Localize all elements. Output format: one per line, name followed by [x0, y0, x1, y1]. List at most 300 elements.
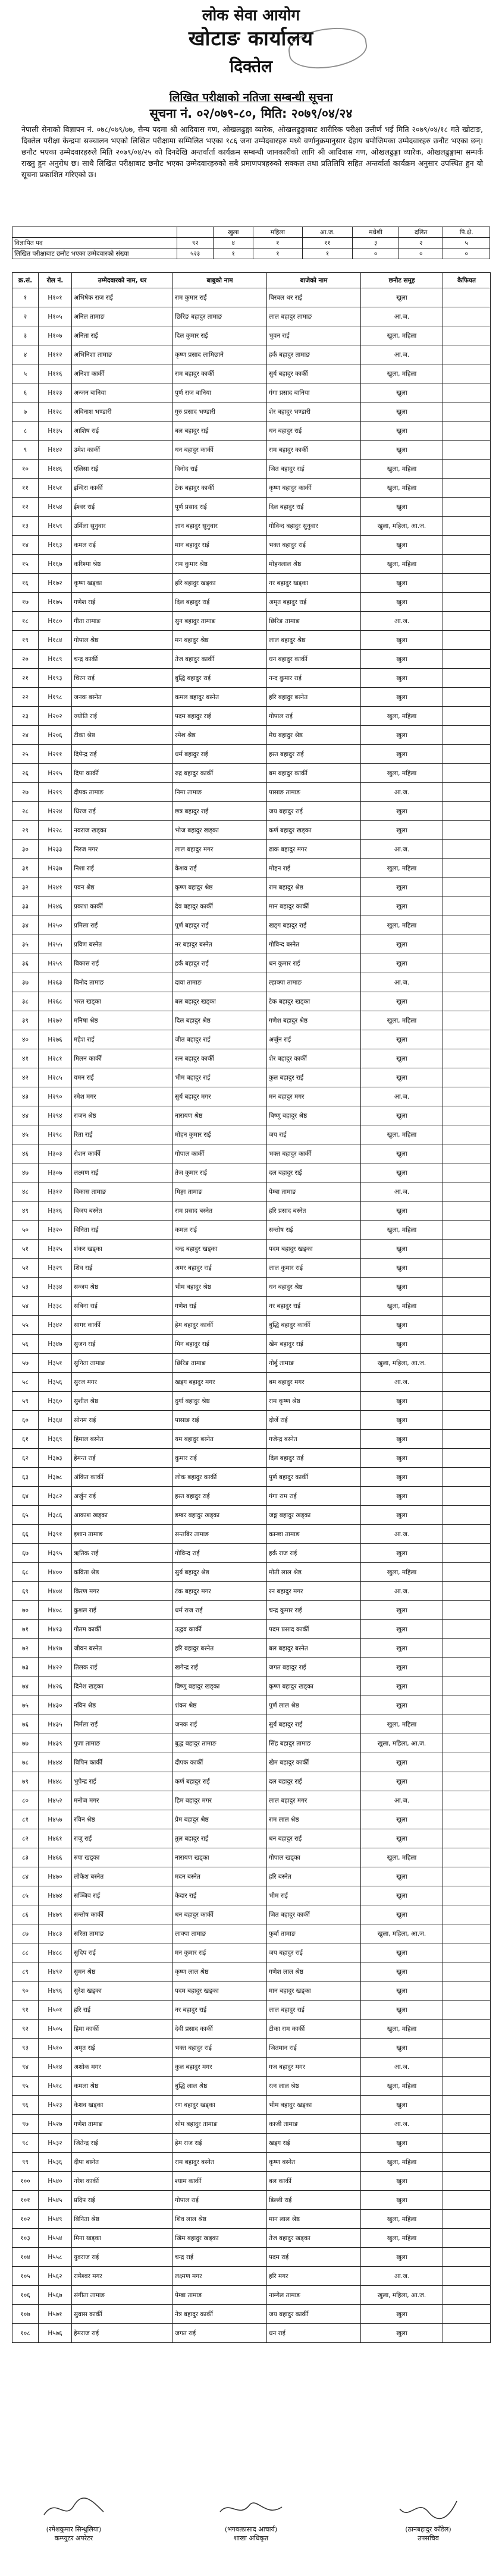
- cell-father-name: नारायण श्रेष्ठ: [173, 1106, 267, 1125]
- cell-father-name: शंकर श्रेष्ठ: [173, 1696, 267, 1715]
- summary-cell: १: [214, 249, 253, 259]
- cell-roll-number: H२५०: [39, 916, 72, 935]
- cell-father-name: जगत राई: [173, 2324, 267, 2343]
- cell-grandfather-name: दोर्जे राई: [267, 1411, 361, 1430]
- cell-candidate-name: भुपेन्द्र राई: [72, 1772, 173, 1791]
- cell-selected-group: खुला: [361, 802, 443, 821]
- cell-serial-number: ७३: [12, 1658, 39, 1677]
- cell-serial-number: ५०: [12, 1221, 39, 1240]
- cell-grandfather-name: फुर्बा तामाङ: [267, 1924, 361, 1943]
- cell-grandfather-name: मान बहादुर कार्की: [267, 897, 361, 916]
- cell-selected-group: खुला: [361, 2248, 443, 2267]
- cell-father-name: गोपाल कार्की: [173, 1144, 267, 1163]
- cell-selected-group: खुला: [361, 2172, 443, 2191]
- cell-grandfather-name: हरि मगर: [267, 2267, 361, 2286]
- cell-selected-group: खुला: [361, 1068, 443, 1087]
- cell-father-name: राम कुमार श्रेष्ठ: [173, 555, 267, 574]
- cell-candidate-name: नविन श्रेष्ठ: [72, 1696, 173, 1715]
- cell-selected-group: खुला, महिला: [361, 460, 443, 479]
- summary-col-head: आ.ज.: [302, 227, 353, 238]
- cell-roll-number: H२७२: [39, 1011, 72, 1030]
- cell-roll-number: H१२८: [39, 402, 72, 422]
- cell-father-name: पूर्ण बहादुर राई: [173, 916, 267, 935]
- cell-serial-number: ३५: [12, 935, 39, 954]
- table-row: [12, 1734, 491, 1753]
- cell-remarks: [443, 726, 491, 745]
- cell-selected-group: खुला: [361, 992, 443, 1011]
- cell-father-name: गणेश राई: [173, 1297, 267, 1316]
- cell-candidate-name: सन्जय श्रेष्ठ: [72, 1278, 173, 1297]
- cell-remarks: [443, 1182, 491, 1201]
- cell-remarks: [443, 1297, 491, 1316]
- table-row: [12, 2324, 491, 2343]
- cell-remarks: [443, 1525, 491, 1544]
- cell-roll-number: H२६८: [39, 992, 72, 1011]
- cell-grandfather-name: दल बहादुर राई: [267, 1772, 361, 1791]
- cell-candidate-name: दिपेन्द्र राई: [72, 745, 173, 764]
- cell-selected-group: खुला, महिला: [361, 764, 443, 783]
- cell-father-name: विनोद राई: [173, 460, 267, 479]
- cell-roll-number: H२०२: [39, 707, 72, 726]
- cell-grandfather-name: गणेश बहादुर श्रेष्ठ: [267, 1011, 361, 1030]
- cell-selected-group: खुला: [361, 2039, 443, 2058]
- cell-father-name: नर बहादुर राई: [173, 2001, 267, 2020]
- cell-roll-number: H३८२: [39, 1487, 72, 1506]
- cell-roll-number: H४००: [39, 1563, 72, 1582]
- cell-selected-group: खुला: [361, 1753, 443, 1772]
- cell-roll-number: H२९०: [39, 1087, 72, 1106]
- cell-roll-number: H१८४: [39, 631, 72, 650]
- cell-grandfather-name: भक्त बहादुर राई: [267, 536, 361, 555]
- cell-candidate-name: विकास तामाङ: [72, 1182, 173, 1201]
- cell-selected-group: खुला: [361, 821, 443, 840]
- cell-father-name: हिम बहादुर मगर: [173, 1791, 267, 1810]
- cell-grandfather-name: धन बहादुर राई: [267, 1829, 361, 1848]
- table-row: [12, 326, 491, 345]
- cell-roll-number: H२३७: [39, 859, 72, 878]
- cell-serial-number: ९२: [12, 2020, 39, 2039]
- cell-serial-number: ७२: [12, 1639, 39, 1658]
- table-row: [12, 1354, 491, 1373]
- cell-selected-group: खुला: [361, 669, 443, 688]
- cell-grandfather-name: जित बहादुर कार्की: [267, 1905, 361, 1924]
- cell-selected-group: खुला: [361, 2134, 443, 2153]
- cell-candidate-name: चन्द्र कार्की: [72, 650, 173, 669]
- cell-serial-number: ८०: [12, 1791, 39, 1810]
- cell-selected-group: खुला: [361, 1411, 443, 1430]
- cell-selected-group: खुला, महिला: [361, 2229, 443, 2248]
- cell-candidate-name: सागर कार्की: [72, 1316, 173, 1335]
- cell-remarks: [443, 1734, 491, 1753]
- cell-father-name: छत्र बहादुर राई: [173, 802, 267, 821]
- signatory-name: (ठानबहादुर काँडेल): [405, 2525, 451, 2533]
- cell-candidate-name: बिकास राई: [72, 954, 173, 973]
- table-row: [12, 2153, 491, 2172]
- cell-father-name: मदन बस्नेत: [173, 1867, 267, 1886]
- table-row: [12, 2229, 491, 2248]
- cell-roll-number: H३३८: [39, 1297, 72, 1316]
- cell-remarks: [443, 859, 491, 878]
- cell-serial-number: ५५: [12, 1316, 39, 1335]
- cell-father-name: पूर्ण प्रसाद राई: [173, 498, 267, 517]
- cell-serial-number: ३१: [12, 859, 39, 878]
- cell-selected-group: खुला: [361, 2324, 443, 2343]
- summary-row-count: ९२: [177, 238, 214, 249]
- cell-grandfather-name: धन बहादुर कार्की: [267, 650, 361, 669]
- cell-father-name: पदम बहादुर राई: [173, 707, 267, 726]
- cell-father-name: टेक बहादुर कार्की: [173, 479, 267, 498]
- cell-remarks: [443, 1068, 491, 1087]
- cell-grandfather-name: कान्छा तामाङ: [267, 1525, 361, 1544]
- cell-candidate-name: यमन राई: [72, 1068, 173, 1087]
- cell-serial-number: १२: [12, 498, 39, 517]
- table-row: [12, 1601, 491, 1620]
- cell-selected-group: खुला, महिला: [361, 1848, 443, 1867]
- cell-grandfather-name: बम बहादुर मगर: [267, 1373, 361, 1392]
- cell-selected-group: आ.ज.: [361, 840, 443, 859]
- cell-grandfather-name: ढाक बहादुर मगर: [267, 840, 361, 859]
- cell-selected-group: खुला: [361, 1867, 443, 1886]
- cell-grandfather-name: डिल्ली राई: [267, 2191, 361, 2210]
- cell-candidate-name: प्रविण बस्नेत: [72, 935, 173, 954]
- col-head-roll-number: रोल नं.: [39, 273, 72, 288]
- cell-grandfather-name: दल बहादुर राई: [267, 1163, 361, 1182]
- cell-candidate-name: महेश राई: [72, 1030, 173, 1049]
- cell-roll-number: H३६०: [39, 1392, 72, 1411]
- cell-remarks: [443, 1829, 491, 1848]
- table-row: [12, 517, 491, 536]
- cell-candidate-name: इन्दिरा कार्की: [72, 479, 173, 498]
- cell-grandfather-name: छिरिङ तामाङ: [267, 612, 361, 631]
- cell-roll-number: H५१४: [39, 2058, 72, 2077]
- table-row: [12, 460, 491, 479]
- cell-serial-number: ७०: [12, 1601, 39, 1620]
- cell-serial-number: ५८: [12, 1373, 39, 1392]
- cell-candidate-name: भरत खड्का: [72, 992, 173, 1011]
- summary-cell: ०: [443, 249, 490, 259]
- cell-candidate-name: आशिष राई: [72, 422, 173, 441]
- cell-selected-group: खुला, महिला, आ.ज.: [361, 1924, 443, 1943]
- cell-grandfather-name: लाल बहादुर तामाङ: [267, 307, 361, 326]
- cell-grandfather-name: जय राई: [267, 1125, 361, 1144]
- cell-candidate-name: नवराज खड्का: [72, 821, 173, 840]
- cell-serial-number: ७५: [12, 1696, 39, 1715]
- cell-candidate-name: कुशल राई: [72, 1601, 173, 1620]
- cell-father-name: दिल बहादुर राई: [173, 593, 267, 612]
- cell-candidate-name: दीपा बस्नेत: [72, 2153, 173, 2172]
- summary-cell: १: [253, 238, 302, 249]
- cell-serial-number: ७७: [12, 1734, 39, 1753]
- cell-candidate-name: सरिता तामाङ: [72, 1924, 173, 1943]
- cell-grandfather-name: राम लाल श्रेष्ठ: [267, 1810, 361, 1829]
- cell-father-name: केदार राई: [173, 1886, 267, 1905]
- cell-remarks: [443, 1962, 491, 1981]
- cell-roll-number: H२९४: [39, 1106, 72, 1125]
- table-row: [12, 1981, 491, 2001]
- cell-serial-number: ९९: [12, 2153, 39, 2172]
- cell-remarks: [443, 650, 491, 669]
- cell-candidate-name: गोपाल श्रेष्ठ: [72, 631, 173, 650]
- cell-father-name: मन कुमार राई: [173, 1943, 267, 1962]
- table-row: [12, 1011, 491, 1030]
- cell-roll-number: H१८०: [39, 612, 72, 631]
- cell-selected-group: खुला: [361, 536, 443, 555]
- cell-grandfather-name: धन बहादुर राई: [267, 422, 361, 441]
- cell-selected-group: खुला: [361, 1677, 443, 1696]
- cell-candidate-name: हेमराज राई: [72, 2324, 173, 2343]
- cell-candidate-name: बिनोद तामाङ: [72, 973, 173, 992]
- cell-grandfather-name: गोपाल खड्का: [267, 1848, 361, 1867]
- cell-roll-number: H५०१: [39, 2001, 72, 2020]
- cell-grandfather-name: बिरबल थर राई: [267, 288, 361, 307]
- cell-remarks: [443, 840, 491, 859]
- cell-father-name: रण बहादुर खड्का: [173, 2096, 267, 2115]
- cell-grandfather-name: कृष्ण बहादुर खड्का: [267, 1677, 361, 1696]
- cell-father-name: नर बहादुर बस्नेत: [173, 935, 267, 954]
- table-row: [12, 1677, 491, 1696]
- cell-father-name: धर्म बहादुर राई: [173, 745, 267, 764]
- cell-serial-number: ३६: [12, 954, 39, 973]
- cell-remarks: [443, 479, 491, 498]
- cell-roll-number: H१७२: [39, 574, 72, 593]
- cell-roll-number: H१०५: [39, 307, 72, 326]
- cell-remarks: [443, 612, 491, 631]
- cell-candidate-name: प्रकाश कार्की: [72, 897, 173, 916]
- cell-father-name: कमल राई: [173, 1221, 267, 1240]
- cell-remarks: [443, 973, 491, 992]
- cell-serial-number: ४७: [12, 1163, 39, 1182]
- cell-roll-number: H४४८: [39, 1772, 72, 1791]
- cell-grandfather-name: बल बहादुर बस्नेत: [267, 1639, 361, 1658]
- cell-candidate-name: दिनेश खड्का: [72, 1677, 173, 1696]
- cell-candidate-name: अशोक मगर: [72, 2058, 173, 2077]
- table-row: [12, 2077, 491, 2096]
- cell-selected-group: खुला: [361, 288, 443, 307]
- cell-selected-group: खुला: [361, 1772, 443, 1791]
- commission-name: लोक सेवा आयोग: [202, 7, 300, 24]
- table-row: [12, 1049, 491, 1068]
- cell-candidate-name: तिलक राई: [72, 1658, 173, 1677]
- cell-roll-number: H५६७: [39, 2286, 72, 2305]
- cell-selected-group: खुला: [361, 2191, 443, 2210]
- cell-selected-group: खुला: [361, 2305, 443, 2324]
- table-row: [12, 897, 491, 916]
- cell-selected-group: खुला, महिला: [361, 2077, 443, 2096]
- cell-remarks: [443, 897, 491, 916]
- cell-grandfather-name: पुर्ण बहादुर कार्की: [267, 1468, 361, 1487]
- cell-roll-number: H५२३: [39, 2096, 72, 2115]
- cell-selected-group: खुला: [361, 1639, 443, 1658]
- cell-candidate-name: रोशन कार्की: [72, 1144, 173, 1163]
- table-row: [12, 1068, 491, 1087]
- table-row: [12, 1753, 491, 1772]
- cell-serial-number: १७: [12, 593, 39, 612]
- cell-father-name: प्रेम बहादुर श्रेष्ठ: [173, 1810, 267, 1829]
- cell-serial-number: ६८: [12, 1563, 39, 1582]
- cell-remarks: [443, 2039, 491, 2058]
- cell-serial-number: २७: [12, 783, 39, 802]
- cell-father-name: शिव लाल श्रेष्ठ: [173, 2210, 267, 2229]
- cell-roll-number: H१३५: [39, 422, 72, 441]
- cell-serial-number: १०३: [12, 2229, 39, 2248]
- cell-father-name: दिल बहादुर श्रेष्ठ: [173, 1011, 267, 1030]
- result-table: [12, 272, 491, 2343]
- cell-remarks: [443, 1411, 491, 1430]
- cell-roll-number: H४१७: [39, 1639, 72, 1658]
- summary-col-head: मधेशी: [353, 227, 399, 238]
- cell-serial-number: ६७: [12, 1544, 39, 1563]
- cell-grandfather-name: सिंह बहादुर तामाङ: [267, 1734, 361, 1753]
- cell-father-name: नेत्र बहादुर कार्की: [173, 2305, 267, 2324]
- cell-grandfather-name: भीम बहादुर खड्का: [267, 2096, 361, 2115]
- cell-remarks: [443, 688, 491, 707]
- cell-grandfather-name: सुर्य बहादुर राई: [267, 1715, 361, 1734]
- cell-roll-number: H४७४: [39, 1886, 72, 1905]
- cell-father-name: गुरु प्रसाद भण्डारी: [173, 402, 267, 422]
- table-row: [12, 479, 491, 498]
- table-row: [12, 364, 491, 383]
- cell-selected-group: खुला: [361, 878, 443, 897]
- cell-roll-number: H३७८: [39, 1468, 72, 1487]
- cell-selected-group: आ.ज.: [361, 1373, 443, 1392]
- cell-remarks: [443, 2191, 491, 2210]
- cell-candidate-name: सबिना राई: [72, 1297, 173, 1316]
- table-row: [12, 802, 491, 821]
- cell-roll-number: H३०३: [39, 1144, 72, 1163]
- cell-roll-number: H२९८: [39, 1125, 72, 1144]
- cell-candidate-name: पुजा तामाङ: [72, 1734, 173, 1753]
- cell-candidate-name: गौतम कार्की: [72, 1620, 173, 1639]
- cell-grandfather-name: मान लाल श्रेष्ठ: [267, 2210, 361, 2229]
- signature-block-1: [14, 2494, 133, 2543]
- table-row: [12, 2134, 491, 2153]
- cell-candidate-name: सुरज मगर: [72, 1373, 173, 1392]
- intro-paragraph: नेपाली सेनाको विज्ञापन नं. ०७८/०७९/७७, सैन्य पदमा श्री आदिवास गण, ओखलढुङ्गा व्यारेक, ओखलढुङ्गाबाट शारीरिक परीक्षा उत्तीर्ण भई मिति २०७९/०४/१८ गते खोटाङ, दिक्तेल परीक्षा केन्द्रमा सञ्चालन भएको लिखित परीक्षामा सम्मिलित भएका १८६ जना उम्मेदवारहरु मध्ये वर्णानुक्रमानुसार देहाय बमोजिमका उम्मेदवारहरु छनौट भएका छन्। छनौट भएका उम्मेदवारहरुले मिति २०७९/०४/२५ को दिनदेखि अन्तर्वार्ता कार्यक्रम सम्बन्धी जानकारीको लागि श्री आदिवास गण, ओखलढुङ्गा व्यारेक, ओखलढुङ्गामा सम्पर्क राख्नु हुन अनुरोध छ। साथै लिखित परीक्षाबाट छनौट भएका उम्मेदवारहरुको सबै प्रमाणपत्रहरुको सक्कल तथा प्रतिलिपि सहित अन्तर्वार्ता कार्यक्रम अनुसार उपस्थित हुन यो सूचना प्रकाशित गरिएको छ।: [21, 125, 483, 179]
- summary-col-head: खुला: [214, 227, 253, 238]
- cell-serial-number: ६४: [12, 1487, 39, 1506]
- table-row: [12, 345, 491, 364]
- cell-grandfather-name: धन बहादुर श्रेष्ठ: [267, 1278, 361, 1297]
- cell-roll-number: H४६६: [39, 1848, 72, 1867]
- cell-roll-number: H४८८: [39, 1943, 72, 1962]
- cell-grandfather-name: गज बहादुर मगर: [267, 2058, 361, 2077]
- cell-serial-number: ५६: [12, 1335, 39, 1354]
- cell-grandfather-name: खेम बहादुर कार्की: [267, 1753, 361, 1772]
- cell-roll-number: H३९५: [39, 1544, 72, 1563]
- cell-selected-group: खुला: [361, 726, 443, 745]
- cell-serial-number: ४६: [12, 1144, 39, 1163]
- cell-remarks: [443, 517, 491, 536]
- signatory-name: (रमेशकुमार सिन्धुलिया): [46, 2525, 102, 2533]
- cell-candidate-name: अनिता राई: [72, 326, 173, 345]
- table-row: [12, 935, 491, 954]
- cell-grandfather-name: गंगा प्रसाद बानिया: [267, 383, 361, 402]
- cell-grandfather-name: गंगा राम राई: [267, 1487, 361, 1506]
- cell-grandfather-name: गोविन्द बहादुर सुनुवार: [267, 517, 361, 536]
- cell-father-name: राम प्रसाद बस्नेत: [173, 1201, 267, 1221]
- col-head-candidate-name: उम्मेदवारको नाम, थर: [72, 273, 173, 288]
- cell-serial-number: ७४: [12, 1677, 39, 1696]
- cell-serial-number: ७६: [12, 1715, 39, 1734]
- cell-selected-group: खुला: [361, 935, 443, 954]
- cell-roll-number: H४३९: [39, 1734, 72, 1753]
- table-row: [12, 1924, 491, 1943]
- cell-grandfather-name: नोर्बु तामाङ: [267, 1354, 361, 1373]
- cell-grandfather-name: मेघ बहादुर श्रेष्ठ: [267, 726, 361, 745]
- cell-candidate-name: कमला श्रेष्ठ: [72, 2077, 173, 2096]
- cell-remarks: [443, 1240, 491, 1259]
- cell-roll-number: H४२२: [39, 1658, 72, 1677]
- cell-serial-number: २१: [12, 669, 39, 688]
- cell-father-name: सोम बहादुर तामाङ: [173, 2115, 267, 2134]
- signatory-name: (भगवतप्रसाद आचार्य): [224, 2525, 278, 2533]
- cell-candidate-name: युवराज राई: [72, 2248, 173, 2267]
- cell-father-name: मोहन कुमार राई: [173, 1125, 267, 1144]
- cell-serial-number: २८: [12, 802, 39, 821]
- cell-father-name: सुर्य बहादुर मगर: [173, 1087, 267, 1106]
- cell-father-name: राम बहादुर कार्की: [173, 364, 267, 383]
- signatory-title: कम्प्युटर अपरेटर: [54, 2534, 93, 2542]
- cell-father-name: हरि बहादुर बस्नेत: [173, 1639, 267, 1658]
- cell-candidate-name: दिपा कार्की: [72, 764, 173, 783]
- cell-grandfather-name: दिल बहादुर राई: [267, 498, 361, 517]
- cell-father-name: सन्तबिर तामाङ: [173, 1525, 267, 1544]
- table-row: [12, 2191, 491, 2210]
- cell-remarks: [443, 1201, 491, 1221]
- cell-serial-number: ४९: [12, 1201, 39, 1221]
- cell-selected-group: खुला, महिला: [361, 1125, 443, 1144]
- cell-selected-group: खुला, महिला: [361, 859, 443, 878]
- cell-candidate-name: अमृत राई: [72, 2039, 173, 2058]
- summary-cell: १: [253, 249, 302, 259]
- cell-remarks: [443, 1753, 491, 1772]
- cell-grandfather-name: टीका राम कार्की: [267, 2020, 361, 2039]
- cell-selected-group: खुला, महिला: [361, 326, 443, 345]
- cell-roll-number: H११२: [39, 345, 72, 364]
- cell-serial-number: ६२: [12, 1449, 39, 1468]
- cell-roll-number: H१६३: [39, 536, 72, 555]
- col-head-father-name: बाबुको नाम: [173, 273, 267, 288]
- cell-grandfather-name: दिल बहादुर राई: [267, 1449, 361, 1468]
- table-row: [12, 1373, 491, 1392]
- cell-remarks: [443, 1981, 491, 2001]
- cell-serial-number: ८१: [12, 1810, 39, 1829]
- cell-selected-group: खुला: [361, 1335, 443, 1354]
- cell-roll-number: H११६: [39, 364, 72, 383]
- cell-roll-number: H२५५: [39, 935, 72, 954]
- cell-serial-number: २९: [12, 821, 39, 840]
- cell-father-name: धन बहादुर कार्की: [173, 1905, 267, 1924]
- result-table-header: [12, 273, 491, 288]
- table-row: [12, 1468, 491, 1487]
- cell-remarks: [443, 402, 491, 422]
- cell-candidate-name: जितेन्द्र राई: [72, 2134, 173, 2153]
- cell-selected-group: खुला, महिला: [361, 364, 443, 383]
- cell-roll-number: H४०८: [39, 1601, 72, 1620]
- cell-serial-number: १०४: [12, 2248, 39, 2267]
- cell-father-name: डम्बर बहादुर खड्का: [173, 1506, 267, 1525]
- cell-grandfather-name: भुवन राई: [267, 326, 361, 345]
- cell-candidate-name: मिना खड्का: [72, 2229, 173, 2248]
- table-row: [12, 1087, 491, 1106]
- cell-grandfather-name: गोविन्द बस्नेत: [267, 935, 361, 954]
- table-row: [12, 1221, 491, 1240]
- cell-selected-group: आ.ज.: [361, 1087, 443, 1106]
- table-row: [12, 1411, 491, 1430]
- cell-remarks: [443, 1715, 491, 1734]
- cell-serial-number: ५२: [12, 1259, 39, 1278]
- cell-candidate-name: अर्जुन राई: [72, 1487, 173, 1506]
